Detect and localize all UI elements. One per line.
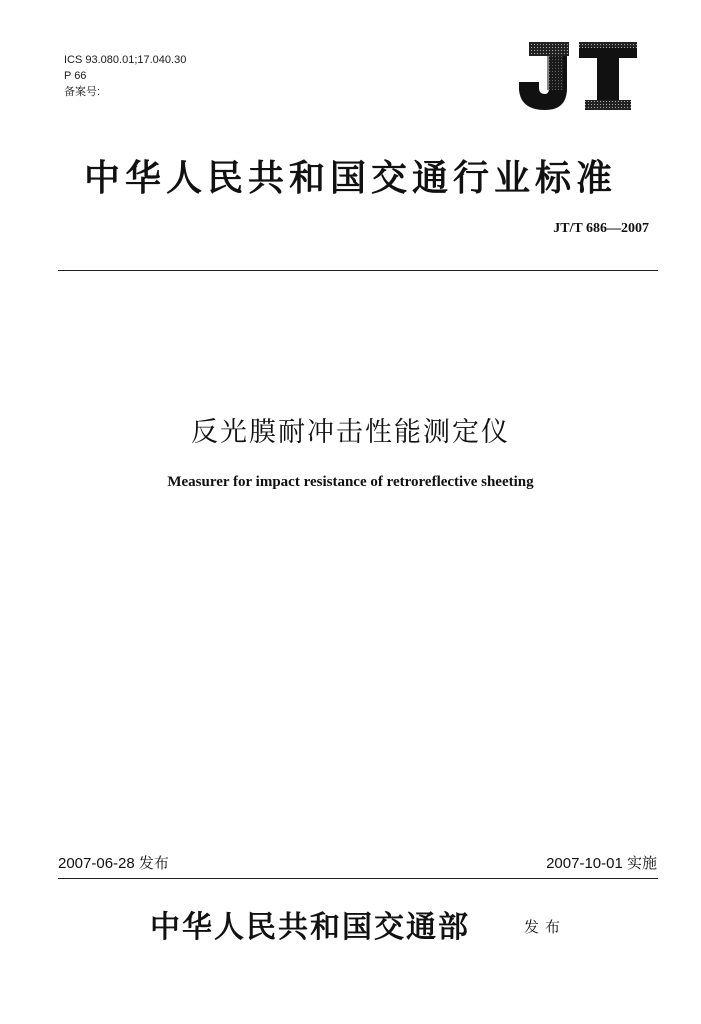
document-title-english: Measurer for impact resistance of retroreflective sheeting [167, 474, 534, 490]
publish-label: 发布 [524, 918, 567, 936]
issue-date: 2007-06-28 发布 [58, 855, 169, 872]
standard-code: JT/T 686—2007 [553, 221, 649, 236]
document-title-chinese: 反光膜耐冲击性能测定仪 [191, 417, 510, 448]
jt-logo [515, 40, 639, 112]
implementation-date: 2007-10-01 实施 [546, 855, 657, 872]
classification-block [64, 52, 186, 100]
top-divider [58, 270, 658, 271]
filing-number-label: 备案号: [64, 86, 101, 98]
ics-code: ICS 93.080.01;17.040.30 [64, 54, 187, 66]
publisher-name: 中华人民共和国交通部 [150, 910, 470, 945]
ccs-code: P 66 [64, 70, 87, 82]
standard-authority-title: 中华人民共和国交通行业标准 [83, 157, 617, 199]
bottom-divider [58, 878, 658, 879]
